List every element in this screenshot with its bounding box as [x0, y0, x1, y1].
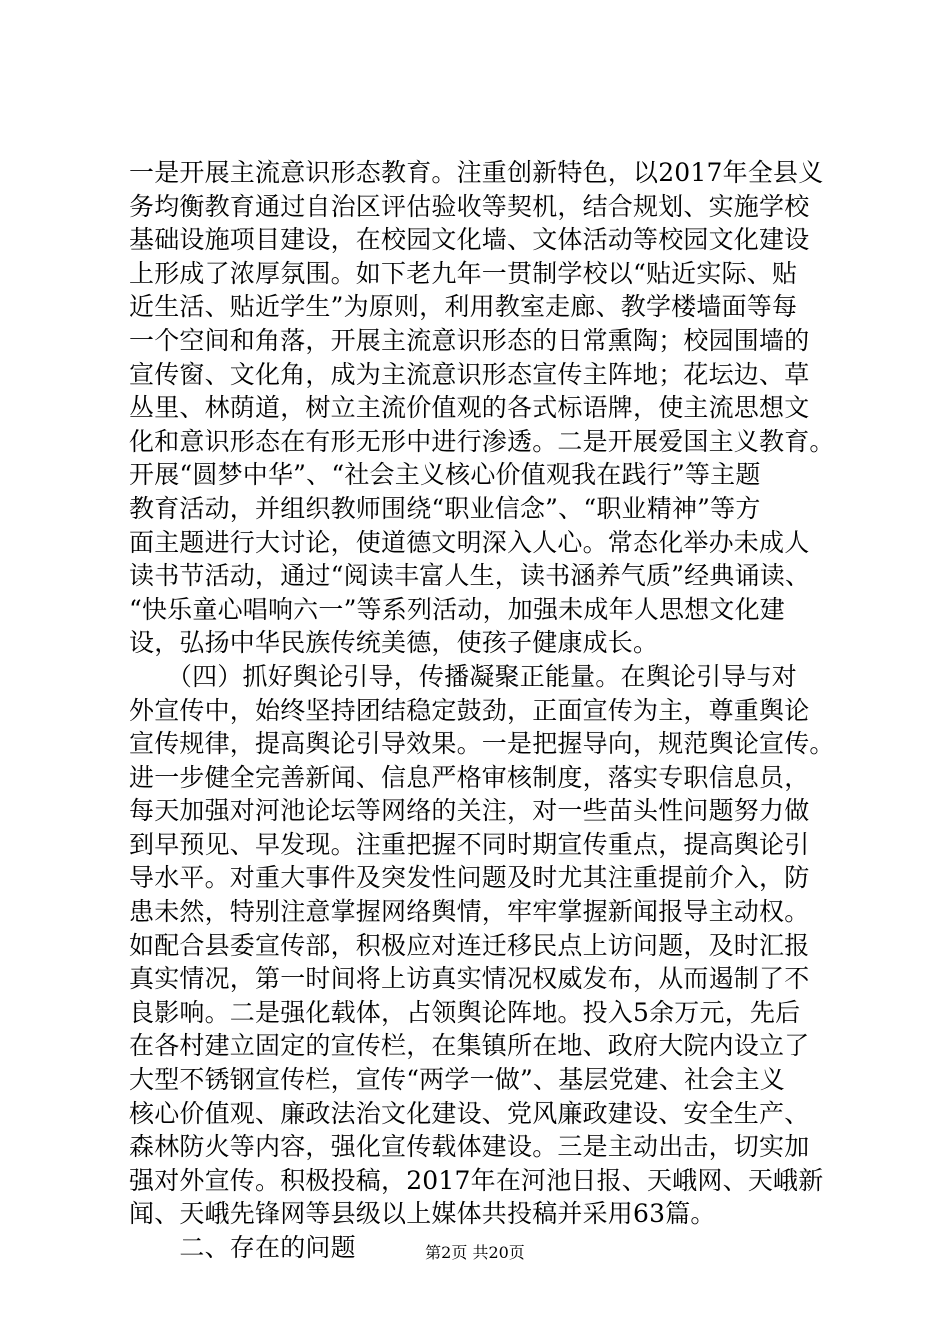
text-line: 闻、天峨先锋网等县级以上媒体共投稿并采用63篇。	[129, 1199, 716, 1229]
text-line: 外宣传中，始终坚持团结稳定鼓劲，正面宣传为主，尊重舆论	[129, 695, 810, 725]
text-line: 一个空间和角落，开展主流意识形态的日常熏陶；校园围墙的	[129, 325, 810, 355]
text-line: 在各村建立固定的宣传栏，在集镇所在地、政府大院内设立了	[129, 1031, 810, 1061]
body-text	[129, 156, 835, 1265]
text-line: 如配合县委宣传部，积极应对连迁移民点上访问题，及时汇报	[129, 930, 810, 960]
text-line: 开展“圆梦中华”、“社会主义核心价值观我在践行”等主题	[129, 460, 761, 490]
text-line: 森林防火等内容，强化宣传载体建设。三是主动出击，切实加	[129, 1132, 810, 1162]
text-line: 丛里、林荫道，树立主流价值观的各式标语牌，使主流思想文	[129, 393, 810, 423]
text-line: 上形成了浓厚氛围。如下老九年一贯制学校以“贴近实际、贴	[129, 258, 798, 288]
text-line: 基础设施项目建设，在校园文化墙、文体活动等校园文化建设	[129, 225, 810, 255]
text-line: 宣传规律，提高舆论引导效果。一是把握导向，规范舆论宣传。	[129, 729, 835, 759]
text-line: 一是开展主流意识形态教育。注重创新特色，以2017年全县义	[129, 158, 824, 187]
text-line: 设，弘扬中华民族传统美德，使孩子健康成长。	[129, 628, 659, 658]
text-line: 良影响。二是强化载体，占领舆论阵地。投入5余万元，先后	[129, 997, 801, 1027]
text-line: 近生活、贴近学生”为原则，利用教室走廊、教学楼墙面等每	[129, 292, 798, 322]
text-line: 教育活动，并组织教师围绕“职业信念”、“职业精神”等方	[129, 493, 761, 523]
text-line: （四）抓好舆论引导，传播凝聚正能量。在舆论引导与对	[129, 661, 797, 691]
page-footer: 第2页 共20页	[425, 1243, 525, 1262]
text-line: 导水平。对重大事件及突发性问题及时尤其注重提前介入，防	[129, 863, 810, 893]
text-line: 面主题进行大讨论，使道德文明深入人心。常态化举办未成人	[129, 527, 810, 557]
text-line: 大型不锈钢宣传栏，宣传“两学一做”、基层党建、社会主义	[129, 1065, 785, 1095]
text-line: 宣传窗、文化角，成为主流意识形态宣传主阵地；花坛边、草	[129, 359, 810, 389]
text-line: 每天加强对河池论坛等网络的关注，对一些苗头性问题努力做	[129, 796, 810, 826]
text-line: 务均衡教育通过自治区评估验收等契机，结合规划、实施学校	[129, 191, 810, 221]
text-line: 核心价值观、廉政法治文化建设、党风廉政建设、安全生产、	[129, 1098, 810, 1128]
text-line: 患未然，特别注意掌握网络舆情，牢牢掌握新闻报导主动权。	[129, 897, 810, 927]
text-line: 到早预见、早发现。注重把握不同时期宣传重点，提高舆论引	[129, 829, 810, 859]
text-line: 真实情况，第一时间将上访真实情况权威发布，从而遏制了不	[129, 964, 810, 994]
text-line: 进一步健全完善新闻、信息严格审核制度，落实专职信息员，	[129, 762, 810, 792]
text-line: 二、存在的问题	[129, 1233, 356, 1262]
text-line: “快乐童心唱响六一”等系列活动，加强未成年人思想文化建	[129, 594, 785, 624]
text-line: 强对外宣传。积极投稿，2017年在河池日报、天峨网、天峨新	[129, 1165, 824, 1195]
text-line: 化和意识形态在有形无形中进行渗透。二是开展爱国主义教育。	[129, 426, 835, 456]
text-line: 读书节活动，通过“阅读丰富人生，读书涵养气质”经典诵读、	[129, 561, 811, 591]
